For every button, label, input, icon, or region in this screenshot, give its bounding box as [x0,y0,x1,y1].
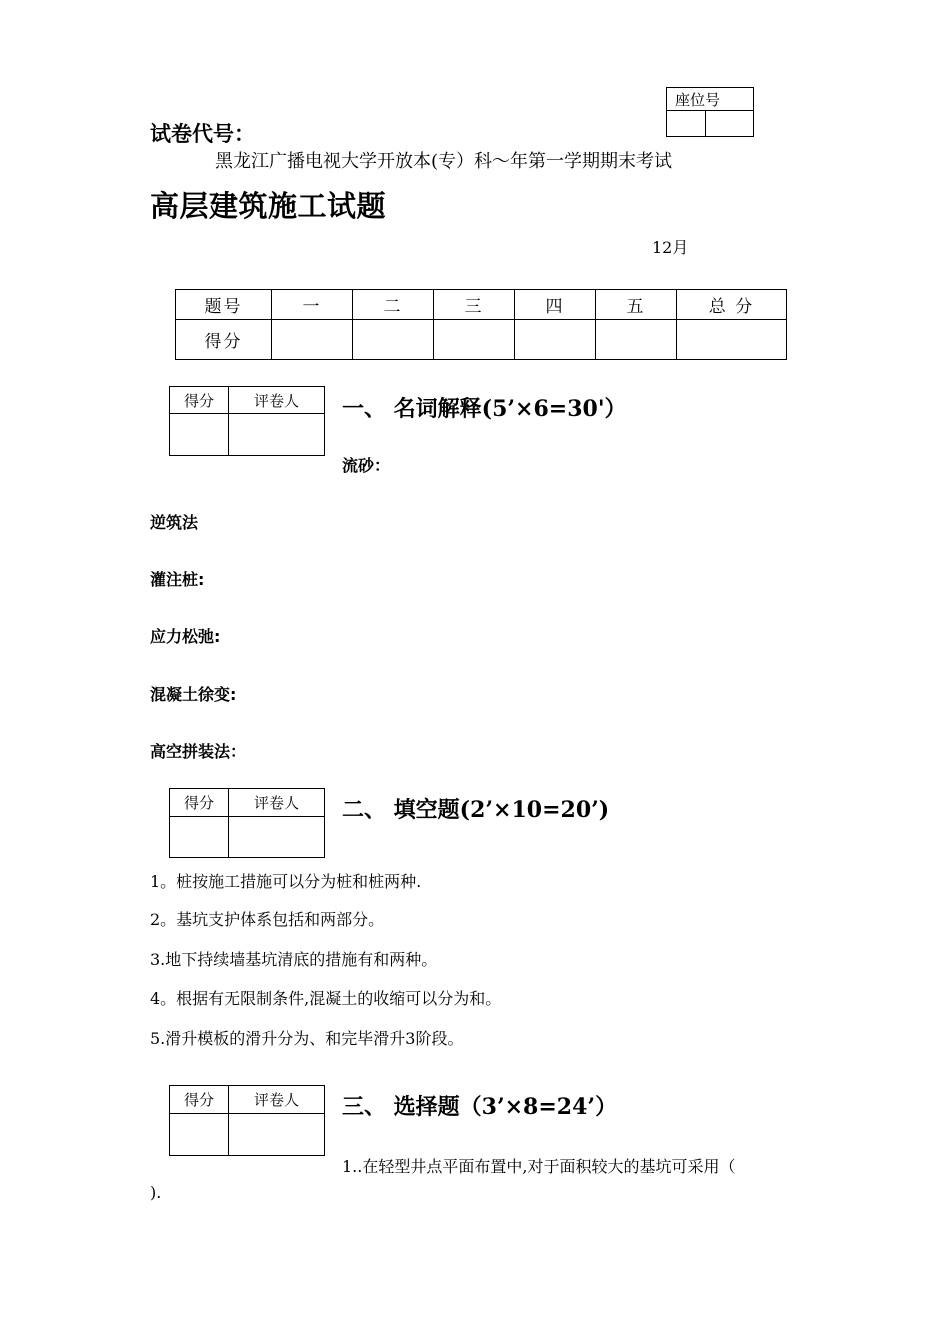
score-table-header: 一 [272,290,353,320]
grader-name-cell[interactable] [229,817,325,858]
grader-score-cell[interactable] [170,414,229,456]
exam-header-line: 黑龙江广播电视大学开放本(专）科～年第一学期期末考试 [215,151,673,172]
fill-blank-item: 3.地下持续墙基坑清底的措施有和两种。 [150,950,438,969]
choice-question-text: ). [150,1183,162,1202]
term-item: 高空拼装法： [150,742,247,761]
grader-name-cell[interactable] [229,1114,325,1156]
score-table-header: 五 [596,290,677,320]
section-2-title: 二、 填空题(2’×10=20’) [342,797,610,823]
score-summary-table [175,289,787,360]
page-title: 高层建筑施工试题 [150,189,387,223]
score-table-header: 三 [434,290,515,320]
grader-score-label: 得分 [170,1086,229,1114]
section-1-title: 一、 名词解释(5’×6=30'） [342,396,627,422]
grader-name-label: 评卷人 [229,387,325,414]
score-cell[interactable] [596,320,677,360]
grader-score-cell[interactable] [170,817,229,858]
exam-date: 12月 [652,238,689,257]
exam-code-label: 试卷代号： [150,122,255,146]
score-cell[interactable] [515,320,596,360]
grader-score-label: 得分 [170,789,229,817]
fill-blank-item: 1。桩按施工措施可以分为桩和桩两种. [150,872,422,891]
grader-box [169,1085,325,1156]
score-row-label: 得分 [176,320,272,360]
grader-name-cell[interactable] [229,414,325,456]
seat-number-cell[interactable] [706,111,754,137]
grader-box [169,386,325,456]
score-table-header: 题号 [176,290,272,320]
score-table-header: 总 分 [677,290,787,320]
score-cell[interactable] [272,320,353,360]
score-cell[interactable] [353,320,434,360]
grader-box [169,788,325,858]
grader-score-cell[interactable] [170,1114,229,1156]
seat-number-label: 座位号 [667,88,754,111]
seat-number-cell[interactable] [667,111,706,137]
fill-blank-item: 4。根据有无限制条件,混凝土的收缩可以分为和。 [150,989,502,1008]
section-3-title: 三、 选择题（3’×8=24’） [342,1094,618,1120]
grader-score-label: 得分 [170,387,229,414]
score-table-header: 二 [353,290,434,320]
seat-number-box [666,87,754,137]
choice-question-text: 1..在轻型井点平面布置中,对于面积较大的基坑可采用（ [342,1157,736,1176]
term-item: 流砂： [342,456,391,475]
grader-name-label: 评卷人 [229,1086,325,1114]
score-table-header: 四 [515,290,596,320]
term-item: 灌注桩: [150,570,205,589]
grader-name-label: 评卷人 [229,789,325,817]
score-cell[interactable] [677,320,787,360]
fill-blank-item: 2。基坑支护体系包括和两部分。 [150,910,385,929]
term-item: 应力松弛: [150,627,221,646]
score-cell[interactable] [434,320,515,360]
fill-blank-item: 5.滑升模板的滑升分为、和完毕滑升3阶段。 [150,1029,464,1048]
term-item: 混凝土徐变: [150,685,237,704]
term-item: 逆筑法 [150,513,199,532]
